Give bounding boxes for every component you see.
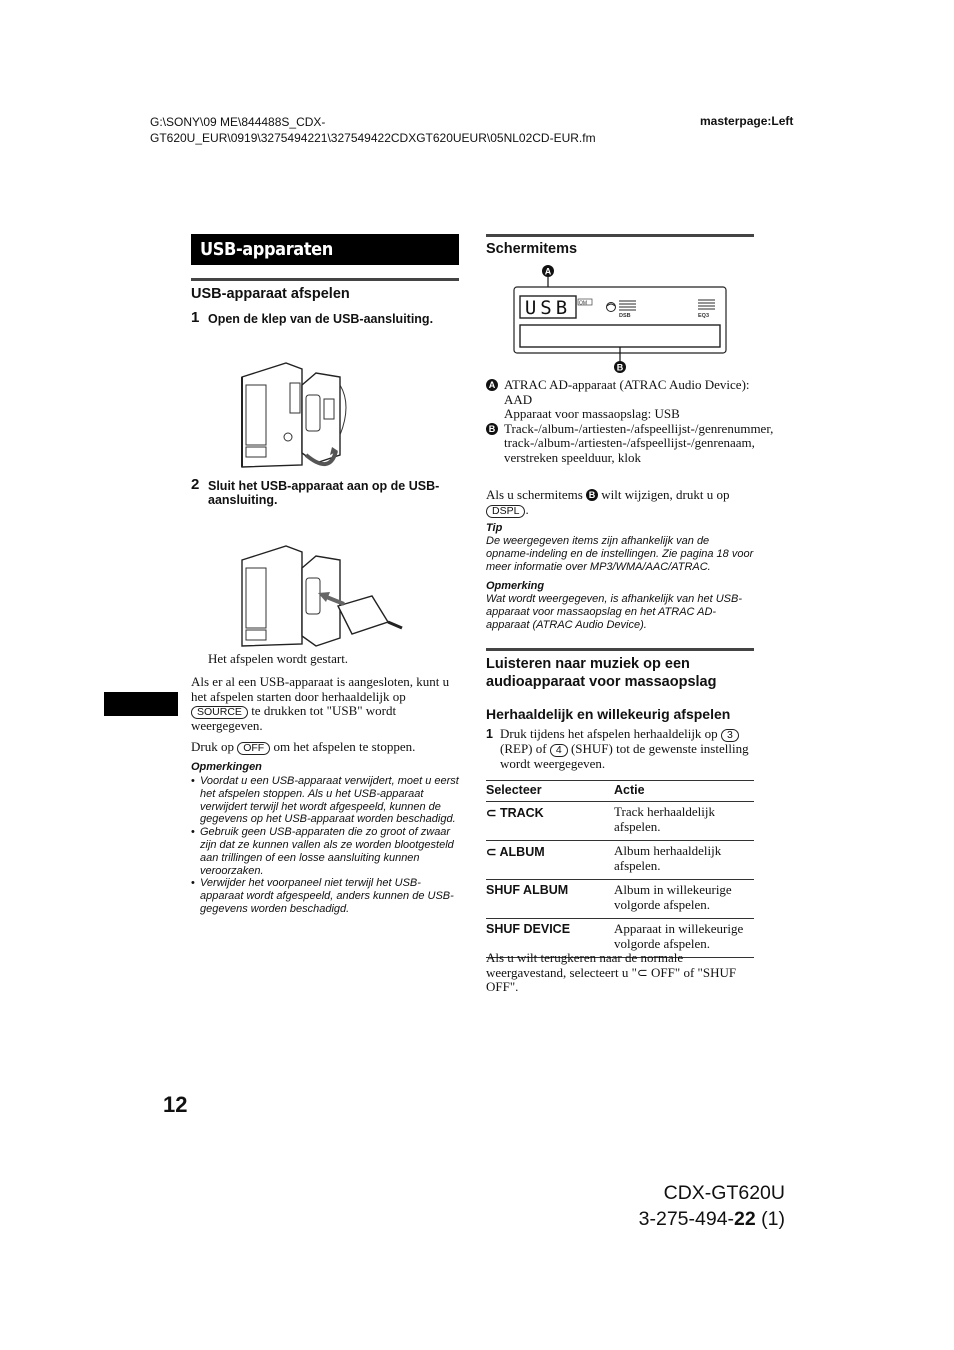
usb-play-heading: USB-apparaat afspelen [191,286,350,302]
item-a-text-2: Apparaat voor massaopslag: USB [504,406,680,421]
tip-text: De weergegeven items zijn afhankelijk van de opname-indeling en de instellingen. Zie pagina 18 voor meer informatie over MP3/WMA/AAC/ATRAC. [486,535,754,573]
item-b-text: Track-/album-/artiesten-/afspeellijst-/genrenummer, track-/album-/artiesten-/afspeellijst-/genrenaam, verstreken speelduur, klok [504,420,774,465]
heading-rule [486,648,754,651]
item-a-block [486,377,774,465]
step-2-number: 2 [191,476,200,493]
open-usb-cover-illustration [240,355,360,470]
label-a-badge: A [486,379,498,391]
change-text-b: wilt wijzigen, drukt u op [601,487,730,502]
play-mode-table [486,780,754,958]
repeat-step [486,727,754,772]
note-text: Wat wordt weergegeven, is afhankelijk van het USB-apparaat voor massaopslag en het ATRAC AD-apparaat (ATRAC Audio Device). [486,593,742,631]
repeat-step-text-b: (REP) of [500,741,547,756]
revert-text-b: OFF" of "SHUF OFF". [486,964,737,994]
note-heading: Opmerking [486,580,545,592]
label-b-inline-badge: B [586,489,598,501]
heading-rule [486,234,754,237]
source-button: SOURCE [191,706,248,719]
select-cell: ALBUM [499,845,545,859]
display-eq3-text: EQ3 [698,313,710,319]
callout-b-label: B [616,362,624,373]
dspl-button: DSPL [486,505,525,518]
table-row [486,841,754,880]
repeat-icon: ⊂ [636,964,648,980]
table-header: Selecteer [486,781,614,802]
display-om-text: OM [579,300,588,307]
button-4: 4 [550,744,568,757]
repeat-icon: ⊂ [486,845,497,859]
table-header-row [486,781,754,802]
already-connected-paragraph [191,675,459,734]
select-cell: TRACK [499,806,544,820]
change-text-a: Als u schermitems [486,487,583,502]
label-b-badge: B [486,423,498,435]
heading-rule [191,278,459,281]
callout-a-label: A [544,266,552,277]
note-item: • Voordat u een USB-apparaat verwijdert, moet u eerst het afspelen stoppen. Als u het USB-apparaat verwijdert terwijl het wordt afgespeeld, kunnen de gegevens op het USB-apparaat worden beschadigd. [191,775,459,826]
page-number: 12 [163,1092,188,1117]
change-items-paragraph: Als u schermitems B wilt wijzigen, drukt u op DSPL . [486,487,730,517]
notes-list [191,775,459,916]
section-title-bar [191,234,459,265]
repeat-icon: ⊂ [486,806,497,820]
note-item: • Gebruik geen USB-apparaten die zo groot of zwaar zijn dat ze kunnen vallen als ze worden blootgesteld aan trillingen of een losse aansluiting kunnen veroorzaken. [191,826,459,877]
action-cell: Track herhaaldelijk afspelen. [614,802,754,841]
off-button: OFF [237,742,270,755]
display-usb-text: USB [524,297,572,319]
already-connected-text-a: Als er al een USB-apparaat is aangesloten, kunt u het afspelen starten door herhaaldelijk op [191,674,450,704]
step-2-text: Sluit het USB-apparaat aan op de USB-aansluiting. [208,479,440,507]
select-cell: SHUF DEVICE [486,919,614,958]
model-name: CDX-GT620U [663,1182,785,1204]
stop-text-a: Druk op [191,739,234,754]
file-path-header: G:\SONY\09 ME\844488S_CDX-GT620U_EUR\0919\3275494221\327549422CDXGT620UEUR\05NL02CD-EUR.fm [150,115,596,145]
notes-heading: Opmerkingen [191,761,262,773]
repeat-step-text-c: (SHUF) tot de gewenste instelling wordt weergegeven. [500,741,749,771]
mass-storage-heading: Luisteren naar muziek op een audioapparaat voor massaopslag [486,656,717,690]
already-connected-text-b: te drukken tot "USB" wordt weergegeven. [191,703,397,733]
tip-heading: Tip [486,522,503,534]
action-cell: Album herhaaldelijk afspelen. [614,841,754,880]
section-title: USB-apparaten [200,239,333,260]
model-code-suffix: (1) [755,1208,785,1230]
action-cell: Apparaat in willekeurige volgorde afspelen. [614,919,754,958]
stop-text-b: om het afspelen te stoppen. [273,739,416,754]
table-row [486,802,754,841]
side-tab-marker [104,692,178,716]
action-cell: Album in willekeurige volgorde afspelen. [614,880,754,919]
display-dsb-text: DSB [619,313,631,319]
repeat-shuffle-heading: Herhaaldelijk en willekeurig afspelen [486,706,731,722]
display-diagram [510,262,730,374]
screen-items-heading: Schermitems [486,241,578,257]
item-a-text-1: ATRAC AD-apparaat (ATRAC Audio Device): AAD [504,377,750,407]
table-header: Actie [614,781,754,802]
model-code-prefix: 3-275-494- [638,1208,735,1230]
stop-paragraph [191,740,459,755]
table-row [486,880,754,919]
model-code [560,1206,785,1232]
repeat-step-number: 1 [486,727,493,741]
step-1-number: 1 [191,309,200,326]
model-code-bold: 22 [734,1208,756,1230]
revert-text-a: Als u wilt terugkeren naar de normale weergavestand, selecteert u " [486,950,684,980]
repeat-step-text-a: Druk tijdens het afspelen herhaaldelijk op [500,726,718,741]
revert-paragraph [486,951,754,995]
model-block [560,1180,785,1232]
playback-started-text: Het afspelen wordt gestart. [208,651,349,666]
masterpage-label: masterpage:Left [700,114,794,128]
note-item: • Verwijder het voorpaneel niet terwijl het USB-apparaat wordt afgespeeld, anders kunnen de USB-gegevens worden beschadigd. [191,877,459,915]
step-1-text: Open de klep van de USB-aansluiting. [208,312,434,326]
connect-usb-illustration [240,538,410,648]
button-3: 3 [721,729,739,742]
select-cell: SHUF ALBUM [486,880,614,919]
